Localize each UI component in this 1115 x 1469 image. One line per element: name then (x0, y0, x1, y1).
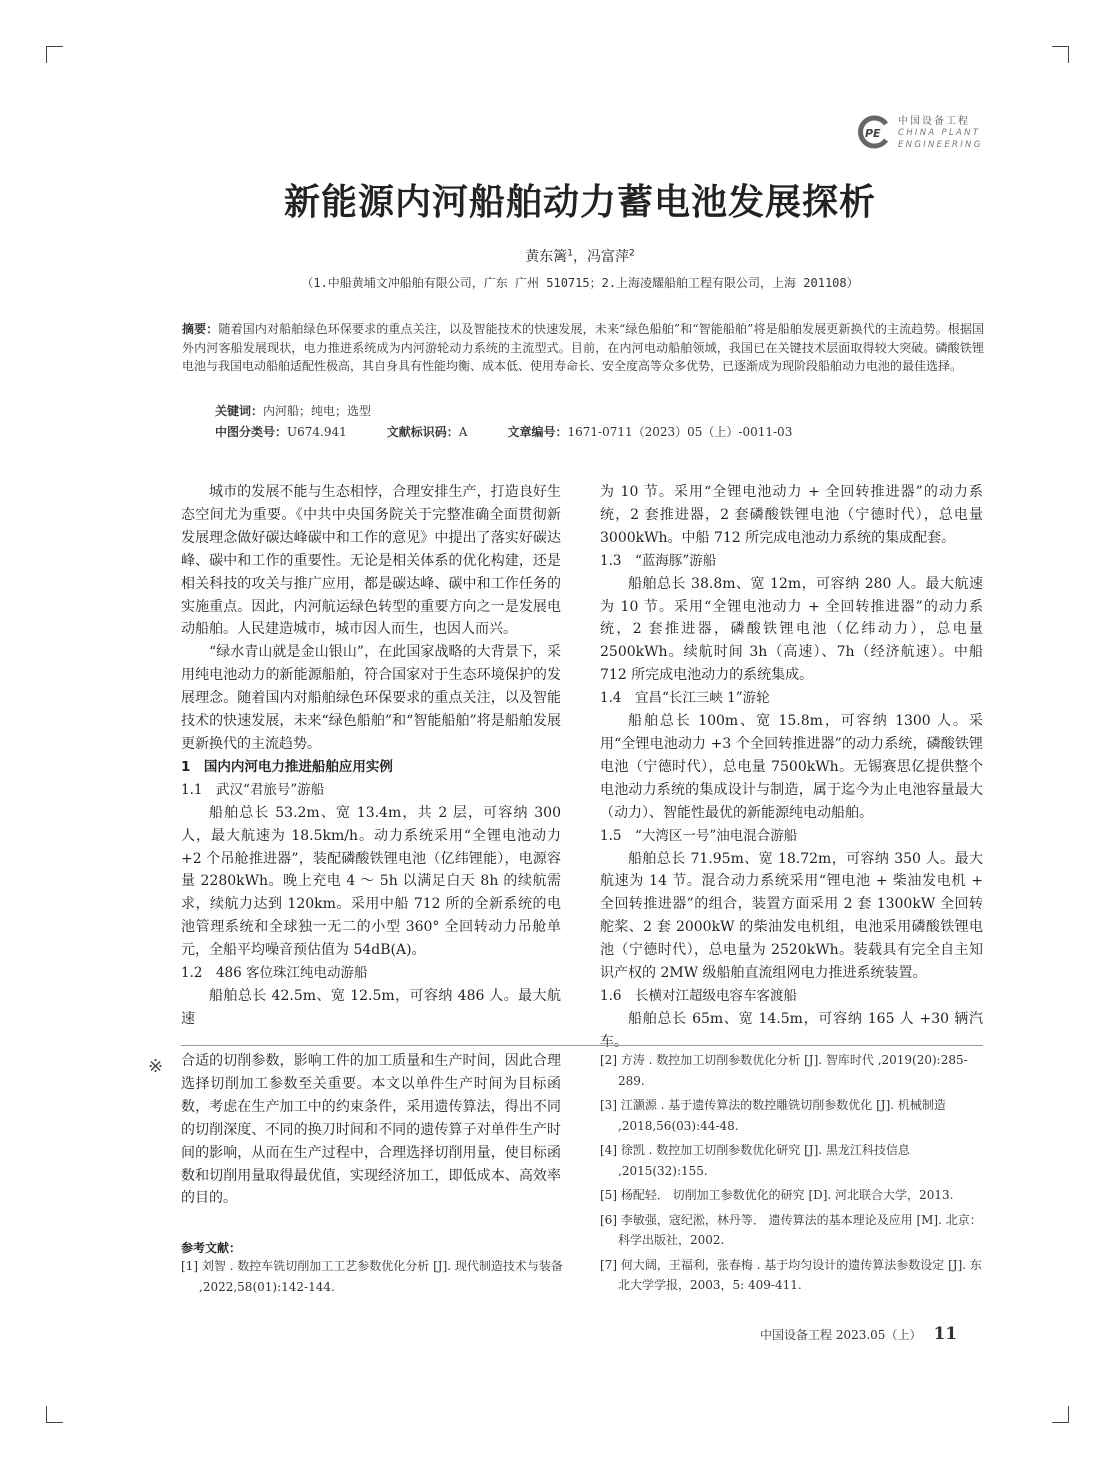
body-paragraph: 船舶总长 42.5m、宽 12.5m，可容纳 486 人。最大航速 (181, 987, 561, 1027)
references-right (600, 1050, 984, 1300)
journal-logo-icon (856, 115, 890, 149)
subsection-heading: 1.1 武汉“君旅号”游船 (181, 781, 325, 798)
reference-item: [4] 徐凯 . 数控加工切削参数优化研究 [J]. 黑龙江科技信息 ,2015(32):155. (600, 1143, 910, 1178)
clc-label: 中图分类号： (215, 425, 288, 439)
article-no-label: 文章编号： (507, 425, 568, 439)
crop-mark-bottom-right (1052, 1406, 1069, 1423)
clc-value: U674.941 (287, 425, 347, 439)
abstract (182, 320, 984, 376)
author-affiliation: （1.中船黄埔文冲船舶有限公司，广东 广州 510715；2.上海凌耀船舶工程有限公司，上海 201108） (301, 276, 859, 290)
crop-mark-top-right (1052, 46, 1069, 63)
abstract-text: 随着国内对船舶绿色环保要求的重点关注，以及智能技术的快速发展，未来“绿色船舶”和“智能船舶”将是船舶发展更新换代的主流趋势。根据国外内河客船发展现状，电力推进系统成为内河游轮动力系统的主流型式。目前，在内河电动船舶领域，我国已在关键技术层面取得较大突破。磷酸铁锂电池与我国电动船舶适配性极高，其自身具有性能均衡、成本低、使用寿命长、安全度高等众多优势，已逐渐成为现阶段船舶动力电池的最佳选择。 (182, 322, 984, 373)
article-no-value: 1671-0711（2023）05（上）-0011-03 (567, 425, 793, 439)
journal-en-line1: CHINA PLANT (898, 128, 981, 138)
journal-en-line2: ENGINEERING (898, 140, 983, 150)
logo-letters: PE (865, 127, 881, 140)
body-paragraph: 船舶总长 71.95m、宽 18.72m，可容纳 350 人。最大航速为 14 节。混合动力系统采用“锂电池 + 柴油发电机 + 全回转推进器”的组合，装置方面采用 2 套 1300kW 全回转舵桨、2 套 2000kW 的柴油发电机组，电池采用磷酸铁锂电池（宁德时代），总电量为 2520kWh。装载具有完全自主知识产权的 2MW 级船舶直流组网电力推进系统装置。 (600, 850, 983, 982)
body-paragraph: 船舶总长 38.8m、宽 12m，可容纳 280 人。最大航速为 10 节。采用“全锂电池动力 + 全回转推进器”的动力系统，2 套推进器，磷酸铁锂电池（亿纬动力），总电量 2500kWh。续航时间 3h（高速）、7h（经济航速）。中船 712 所完成电池动力的系统集成。 (600, 575, 983, 684)
body-paragraph: 船舶总长 100m、宽 15.8m，可容纳 1300 人。采用“全锂电池动力 +3 个全回转推进器”的动力系统，磷酸铁锂电池（宁德时代），总电量 7500kWh。无锡赛思亿提供整个电池动力系统的集成设计与制造，属于迄今为止电池容量最大（动力）、智能性最优的新能源纯电动船舶。 (600, 713, 983, 821)
author-2-affil: 2 (629, 248, 635, 259)
continued-article-text (181, 1050, 561, 1210)
reference-item: [2] 方涛 . 数控加工切削参数优化分析 [J]. 智库时代 ,2019(20):285-289. (600, 1053, 968, 1088)
references-title: 参考文献： (181, 1241, 242, 1255)
page-number: 11 (933, 1324, 958, 1344)
author-1: 黄东篱 (525, 249, 568, 265)
subsection-heading: 1.2 486 客位珠江纯电动游船 (181, 965, 368, 982)
author-2: 冯富萍 (587, 249, 629, 265)
references-left (181, 1256, 563, 1301)
keywords-label: 关键词： (215, 404, 264, 418)
keywords-text: 内河船；纯电；选型 (263, 404, 372, 418)
subsection-heading: 1.4 宜昌“长江三峡 1”游轮 (600, 690, 770, 707)
journal-cn-name: 中国设备工程 (898, 116, 970, 127)
reference-item: [5] 杨配轻． 切削加工参数优化的研究 [D]. 河北联合大学，2013. (600, 1188, 954, 1202)
section-divider (181, 1045, 983, 1046)
article-title: 新能源内河船舶动力蓄电池发展探析 (283, 182, 876, 223)
keywords (215, 402, 371, 419)
subsection-heading: 1.5 “大湾区一号”油电混合游船 (600, 827, 798, 844)
section-heading: 1 国内内河电力推进船舶应用实例 (181, 758, 393, 775)
body-paragraph: 船舶总长 65m、宽 14.5m，可容纳 165 人 +30 辆汽车。 (600, 1010, 983, 1050)
body-paragraph: 船舶总长 53.2m、宽 13.4m，共 2 层，可容纳 300 人，最大航速为 18.5km/h。动力系统采用“全锂电池动力 +2 个吊舱推进器”，装配磷酸铁锂电池（亿纬锂能），电源容量 2280kWh。晚上充电 4 ～ 5h 以满足白天 8h 的续航需求，续航力达到 120km。采用中船 712 所的全新系统的电池管理系统和全球独一无二的小型 360° 全回转动力吊舱单元，全船平均噪音预估值为 54dB(A)。 (181, 804, 561, 959)
journal-en-name (898, 127, 983, 151)
journal-logo (856, 112, 996, 154)
reference-item: [3] 江灏源 . 基于遗传算法的数控雕铣切削参数优化 [J]. 机械制造 ,2018,56(03):44-48. (600, 1098, 946, 1133)
reference-item: [1] 刘智 . 数控车铣切削加工工艺参数优化分析 [J]. 现代制造技术与装备 ,2022,58(01):142-144. (181, 1259, 563, 1294)
body-paragraph: 为 10 节。采用“全锂电池动力 + 全回转推进器”的动力系统，2 套推进器，2 套磷酸铁锂电池（宁德时代），总电量 3000kWh。中船 712 所完成电池动力系统的集成配套。 (600, 484, 983, 546)
page-footer (760, 1324, 957, 1344)
body-paragraph: “绿水青山就是金山银山”，在此国家战略的大背景下，采用纯电池动力的新能源船舶，符合国家对于生态环境保护的发展理念。随着国内对船舶绿色环保要求的重点关注，以及智能技术的快速发展，未来“绿色船舶”和“智能船舶”将是船舶发展更新换代的主流趋势。 (181, 644, 561, 752)
reference-item: [7] 何大阔，王福利，张春梅 . 基于均匀设计的遗传算法参数设定 [J]. 东北大学学报，2003，5: 409-411. (600, 1257, 982, 1292)
footer-journal-issue: 中国设备工程 2023.05（上） (760, 1328, 922, 1342)
subsection-heading: 1.3 “蓝海豚”游船 (600, 552, 717, 569)
body-paragraph: 城市的发展不能与生态相悖，合理安排生产，打造良好生态空间尤为重要。《中共中央国务院关于完整准确全面贯彻新发展理念做好碳达峰碳中和工作的意见》中提出了落实好碳达峰、碳中和工作的重要性。无论是相关体系的优化构建，还是相关科技的攻关与推广应用，都是碳达峰、碳中和工作任务的实施重点。因此，内河航运绿色转型的重要方向之一是发展电动船舶。人民建造城市，城市因人而生，也因人而兴。 (181, 484, 561, 638)
article-meta (215, 423, 792, 440)
author-separator: ， (573, 249, 587, 265)
abstract-label: 摘要： (182, 322, 219, 336)
article-authors (0, 246, 1115, 266)
doc-code-label: 文献标识码： (386, 425, 459, 439)
continuation-mark: ※ (148, 1056, 164, 1077)
subsection-heading: 1.6 长横对江超级电容车客渡船 (600, 987, 797, 1004)
body-column-right (600, 481, 983, 1054)
doc-code-value: A (458, 425, 468, 439)
body-column-left (181, 481, 561, 1031)
author-1-affil: 1 (567, 248, 573, 259)
body-paragraph: 合适的切削参数，影响工件的加工质量和生产时间，因此合理选择切削加工参数至关重要。本文以单件生产时间为目标函数，考虑在生产加工中的约束条件，采用遗传算法，得出不同的切削深度、不同的换刀时间和不同的遗传算子对单件生产时间的影响，从而在生产过程中，合理选择切削用量，使目标函数和切削用量取得最优值，实现经济加工，即低成本、高效率的目的。 (181, 1053, 561, 1207)
reference-item: [6] 李敏强，寇纪淞，林丹等． 遗传算法的基本理论及应用 [M]. 北京：科学出版社，2002. (600, 1212, 982, 1247)
crop-mark-top-left (46, 46, 63, 63)
crop-mark-bottom-left (46, 1406, 63, 1423)
